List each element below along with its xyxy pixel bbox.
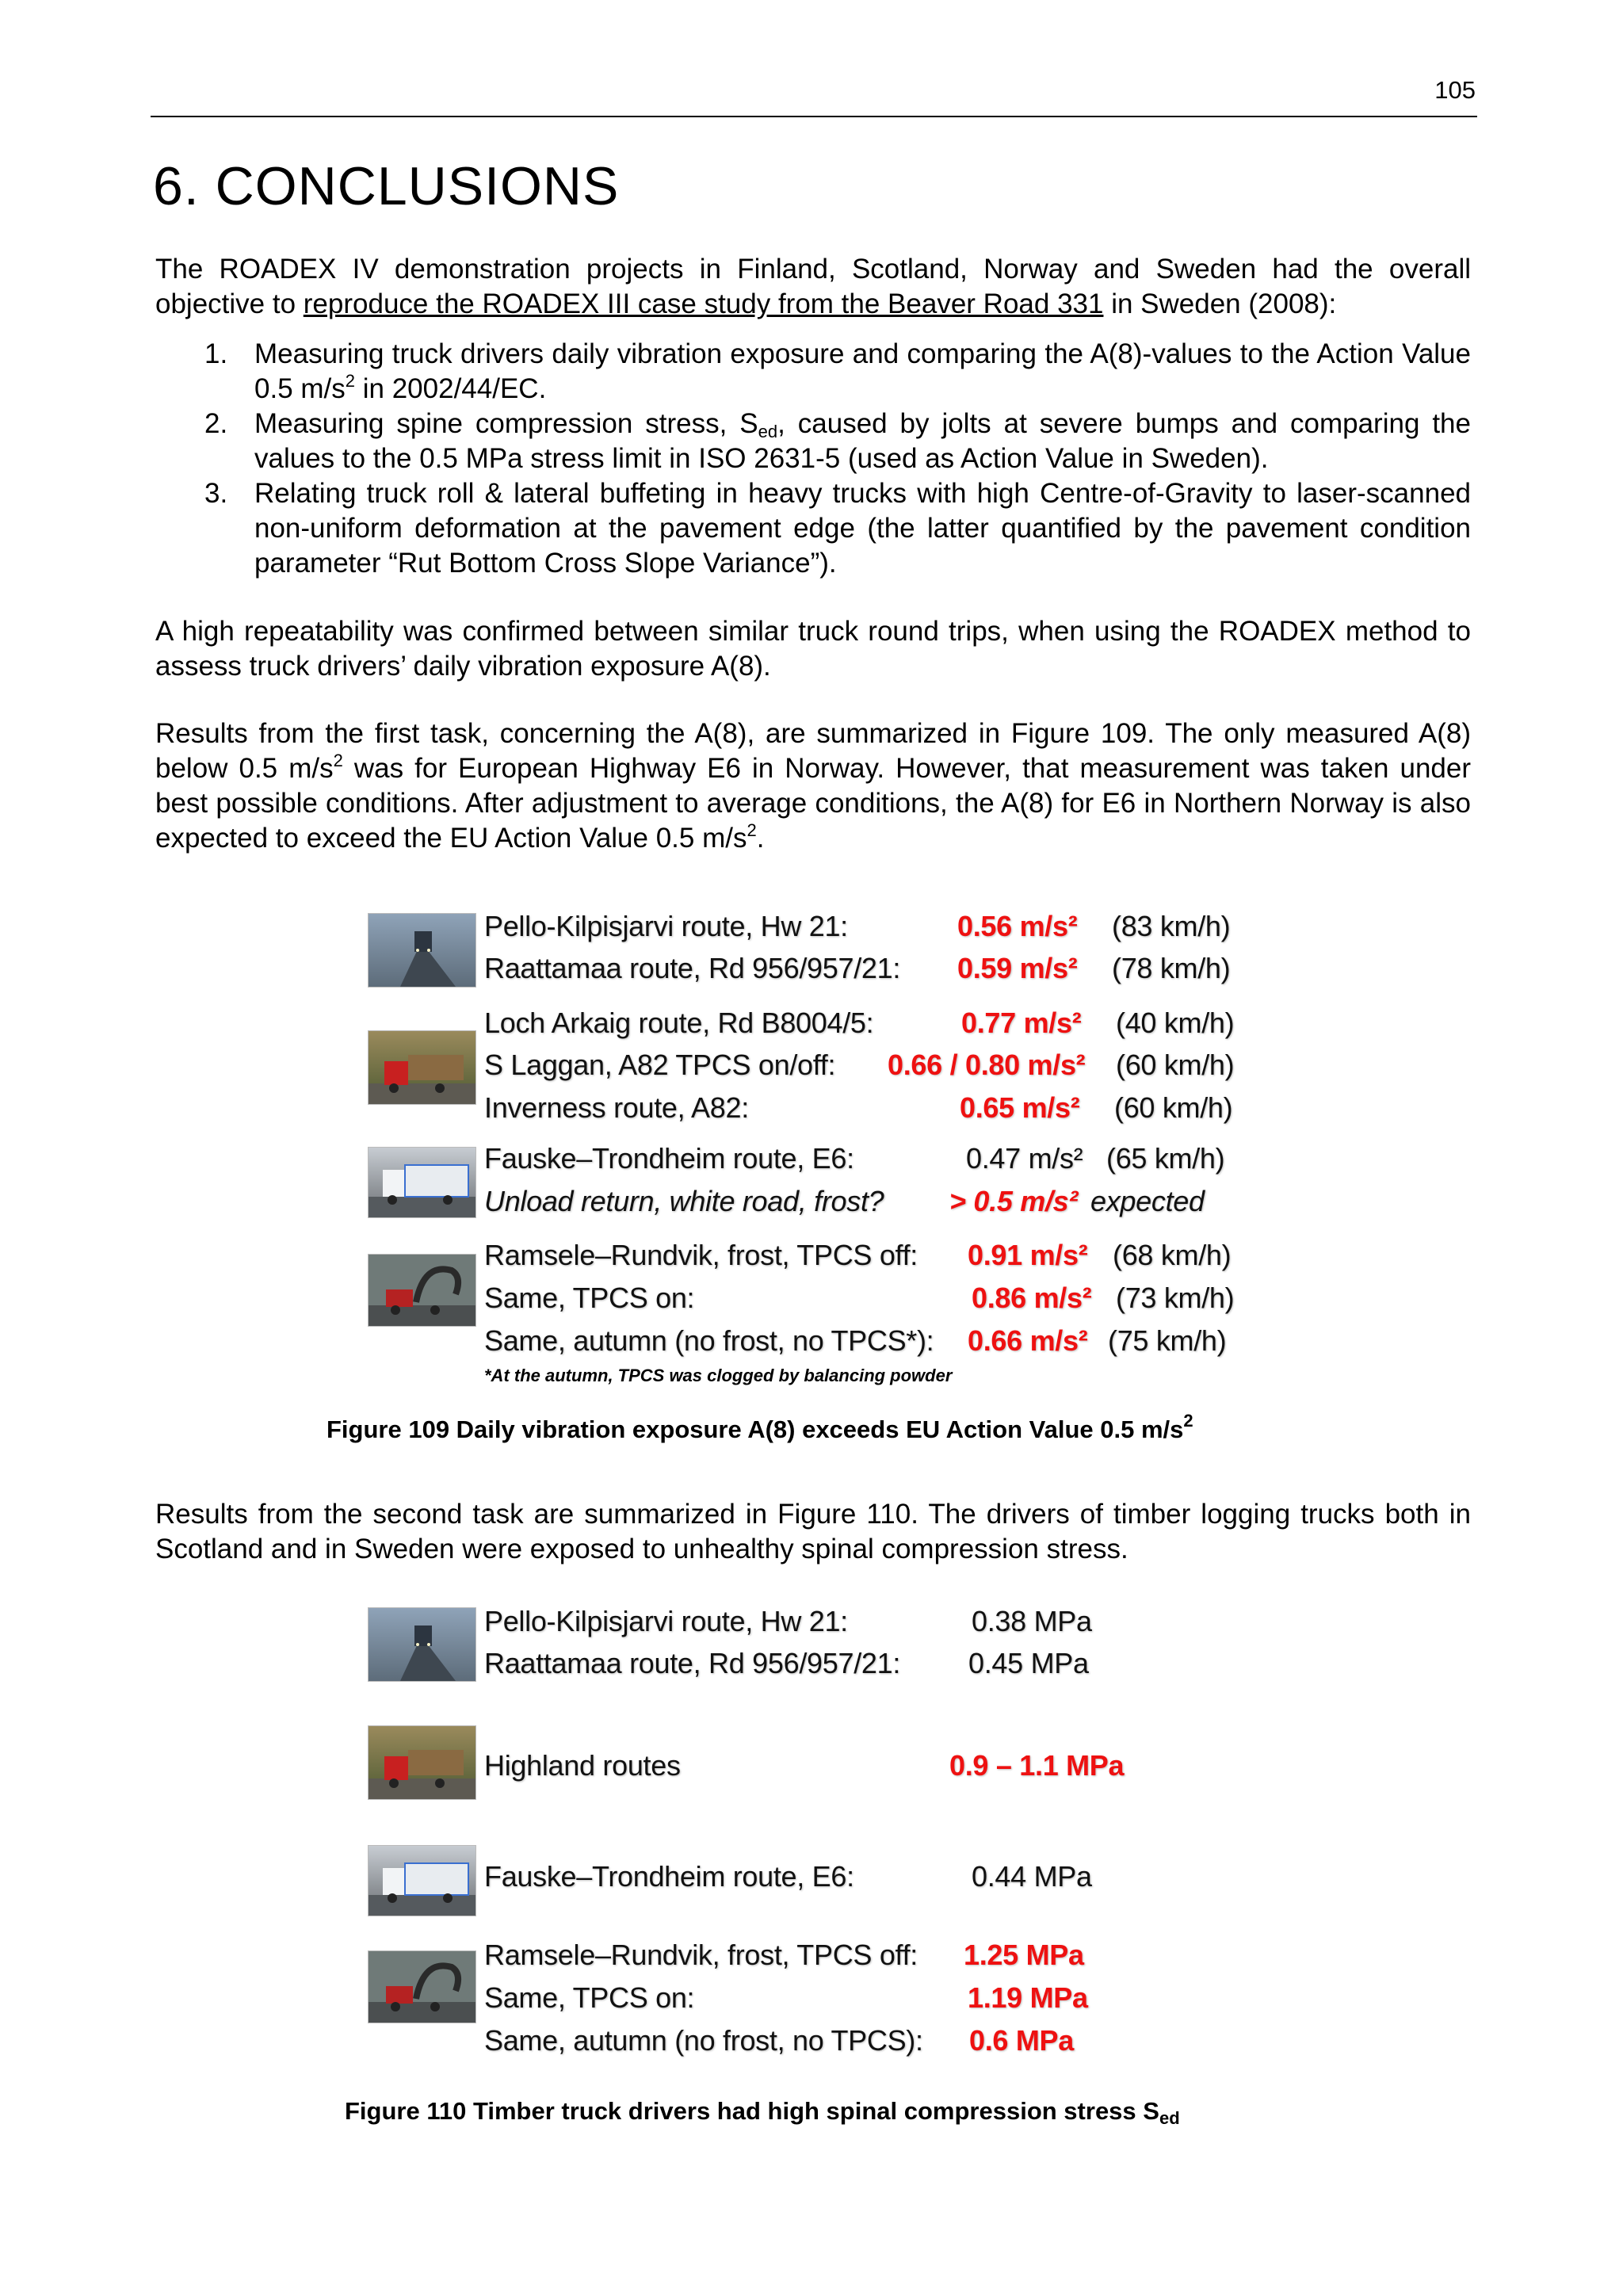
list-text: , caused by jolts at severe bumps and comparing the values to the 0.5 MPa stress limit in ISO 2631-5 (used as Action Value in Sweden). bbox=[254, 408, 1471, 474]
list-text: Relating truck roll & lateral buffeting in heavy trucks with high Centre-of-Gravity to laser-scanned non-uniform deformation at the pavement edge (the latter quantified by the pavement condition parameter “Rut Bottom Cross Slope Variance”). bbox=[254, 478, 1471, 579]
fig110-value: 1.25 MPa bbox=[964, 1939, 1084, 1971]
fig109-speed: (78 km/h) bbox=[1112, 952, 1231, 984]
list-item bbox=[155, 407, 1471, 476]
white-truck-image bbox=[368, 1147, 476, 1218]
results-text-a: Results from the first task, concerning the A(8), are summarized in Figure 109. The only measured A(8) below 0.5 m/s bbox=[155, 718, 1471, 784]
fig109-value: 0.66 / 0.80 m/s² bbox=[888, 1049, 1086, 1081]
intro-paragraph bbox=[155, 252, 1471, 322]
foggy-road-truck-image bbox=[368, 1607, 476, 1682]
header-rule bbox=[151, 116, 1477, 117]
fig109-value: 0.47 m/s² bbox=[966, 1142, 1083, 1175]
objectives-list bbox=[155, 337, 1471, 581]
fig109-speed: (60 km/h) bbox=[1116, 1049, 1235, 1081]
subscript: ed bbox=[758, 422, 778, 441]
fig110-row-label: Pello-Kilpisjarvi route, Hw 21: bbox=[484, 1605, 848, 1637]
fig109-row bbox=[484, 1282, 694, 1315]
figure-109-caption bbox=[327, 1411, 1193, 1444]
caption-text: Figure 109 Daily vibration exposure A(8) exceeds EU Action Value 0.5 m/s bbox=[327, 1415, 1184, 1443]
list-item bbox=[155, 337, 1471, 407]
list-item bbox=[155, 476, 1471, 581]
fig109-row bbox=[484, 1142, 854, 1175]
red-timber-truck-image bbox=[368, 1030, 476, 1105]
fig109-speed: (83 km/h) bbox=[1112, 910, 1231, 942]
fig110-value: 0.6 MPa bbox=[969, 2024, 1074, 2057]
route-label: Pello-Kilpisjarvi route, Hw 21: bbox=[484, 910, 848, 942]
fig109-speed: (68 km/h) bbox=[1113, 1239, 1232, 1271]
crane-truck-image bbox=[368, 1950, 476, 2023]
fig109-row bbox=[484, 1007, 873, 1040]
route-label: Fauske–Trondheim route, E6: bbox=[484, 1142, 854, 1175]
fig109-row bbox=[484, 1239, 918, 1272]
fig110-row-label: Same, autumn (no frost, no TPCS): bbox=[484, 2024, 923, 2057]
superscript: 2 bbox=[345, 371, 356, 391]
fig109-speed: (60 km/h) bbox=[1114, 1091, 1233, 1124]
page-number: 105 bbox=[1434, 76, 1476, 104]
fig109-row bbox=[484, 952, 900, 985]
fig109-value: 0.66 m/s² bbox=[968, 1324, 1088, 1357]
results-paragraph-2: Results from the second task are summarized in Figure 110. The drivers of timber logging trucks both in Scotland and in Sweden were exposed to unhealthy spinal compression stress. bbox=[155, 1499, 1471, 1564]
fig109-value: 0.65 m/s² bbox=[960, 1091, 1080, 1124]
route-label: Unload return, white road, frost? bbox=[484, 1185, 884, 1217]
superscript: 2 bbox=[333, 751, 343, 770]
superscript: 2 bbox=[1183, 1411, 1193, 1431]
fig109-value: > 0.5 m/s² bbox=[949, 1185, 1079, 1217]
list-number: 1. bbox=[204, 338, 228, 369]
fig110-value: 0.38 MPa bbox=[972, 1605, 1092, 1637]
fig110-row-label: Ramsele–Rundvik, frost, TPCS off: bbox=[484, 1939, 918, 1971]
figure-110-caption bbox=[345, 2097, 1180, 2126]
fig109-value: 0.59 m/s² bbox=[957, 952, 1078, 984]
fig109-speed: expected bbox=[1090, 1185, 1205, 1217]
intro-text-a: The ROADEX IV demonstration projects in Finland, Scotland, Norway and Sweden had the overall objective to bbox=[155, 254, 1471, 319]
fig109-row bbox=[484, 1091, 749, 1125]
route-label: Ramsele–Rundvik, frost, TPCS off: bbox=[484, 1239, 918, 1271]
route-label: Loch Arkaig route, Rd B8004/5: bbox=[484, 1007, 874, 1039]
fig109-value: 0.56 m/s² bbox=[957, 910, 1078, 942]
case-study-link[interactable]: reproduce the ROADEX III case study from the Beaver Road 331 bbox=[303, 288, 1104, 319]
subscript: ed bbox=[1159, 2108, 1180, 2128]
fig110-value: 1.19 MPa bbox=[968, 1981, 1088, 2014]
section-title: 6. CONCLUSIONS bbox=[153, 156, 620, 216]
caption-text: Figure 110 Timber truck drivers had high spinal compression stress S bbox=[345, 2097, 1159, 2125]
fig110-row-label: Highland routes bbox=[484, 1749, 681, 1782]
fig109-value: 0.77 m/s² bbox=[961, 1007, 1082, 1039]
list-number: 2. bbox=[204, 408, 228, 439]
fig109-value: 0.91 m/s² bbox=[968, 1239, 1088, 1271]
fig109-footnote: *At the autumn, TPCS was clogged by balancing powder bbox=[484, 1366, 953, 1385]
fig109-speed: (40 km/h) bbox=[1116, 1007, 1235, 1039]
route-label: Inverness route, A82: bbox=[484, 1091, 749, 1124]
fig109-row bbox=[484, 1185, 884, 1218]
list-text: Measuring spine compression stress, S bbox=[254, 408, 758, 439]
fig109-row bbox=[484, 910, 848, 943]
white-truck-image bbox=[368, 1845, 476, 1916]
fig110-value: 0.9 – 1.1 MPa bbox=[949, 1749, 1125, 1782]
fig109-value: 0.86 m/s² bbox=[972, 1282, 1092, 1314]
superscript: 2 bbox=[747, 820, 757, 840]
route-label: Same, autumn (no frost, no TPCS*): bbox=[484, 1324, 934, 1357]
repeatability-paragraph: A high repeatability was confirmed between similar truck round trips, when using the ROADEX method to assess truck drivers’ daily vibration exposure A(8). bbox=[155, 616, 1471, 682]
fig110-row-label: Raattamaa route, Rd 956/957/21: bbox=[484, 1647, 901, 1679]
fig109-speed: (75 km/h) bbox=[1108, 1324, 1227, 1357]
red-timber-truck-image bbox=[368, 1725, 476, 1800]
results-text-c: . bbox=[756, 823, 765, 854]
fig110-row-label: Fauske–Trondheim route, E6: bbox=[484, 1860, 854, 1893]
fig109-row bbox=[484, 1324, 934, 1358]
results-paragraph-1 bbox=[155, 716, 1471, 856]
list-number: 3. bbox=[204, 478, 228, 509]
crane-truck-image bbox=[368, 1254, 476, 1327]
route-label: Raattamaa route, Rd 956/957/21: bbox=[484, 952, 901, 984]
fig110-row-label: Same, TPCS on: bbox=[484, 1981, 695, 2014]
results-text-b: was for European Highway E6 in Norway. However, that measurement was taken under best possible conditions. After adjustment to average conditions, the A(8) for E6 in Northern Norway is also expected to exceed the EU Action Value 0.5 m/s bbox=[155, 753, 1471, 854]
fig109-speed: (65 km/h) bbox=[1106, 1142, 1225, 1175]
list-text: Measuring truck drivers daily vibration exposure and comparing the A(8)-values to the Action Value 0.5 m/s bbox=[254, 338, 1471, 404]
fig110-value: 0.44 MPa bbox=[972, 1860, 1092, 1893]
list-text: in 2002/44/EC. bbox=[355, 373, 547, 404]
intro-text-b: in Sweden (2008): bbox=[1103, 288, 1337, 319]
fig110-value: 0.45 MPa bbox=[968, 1647, 1089, 1679]
route-label: Same, TPCS on: bbox=[484, 1282, 695, 1314]
fig109-row bbox=[484, 1049, 835, 1082]
fig109-speed: (73 km/h) bbox=[1116, 1282, 1235, 1314]
route-label: S Laggan, A82 TPCS on/off: bbox=[484, 1049, 836, 1081]
foggy-road-truck-image bbox=[368, 913, 476, 988]
